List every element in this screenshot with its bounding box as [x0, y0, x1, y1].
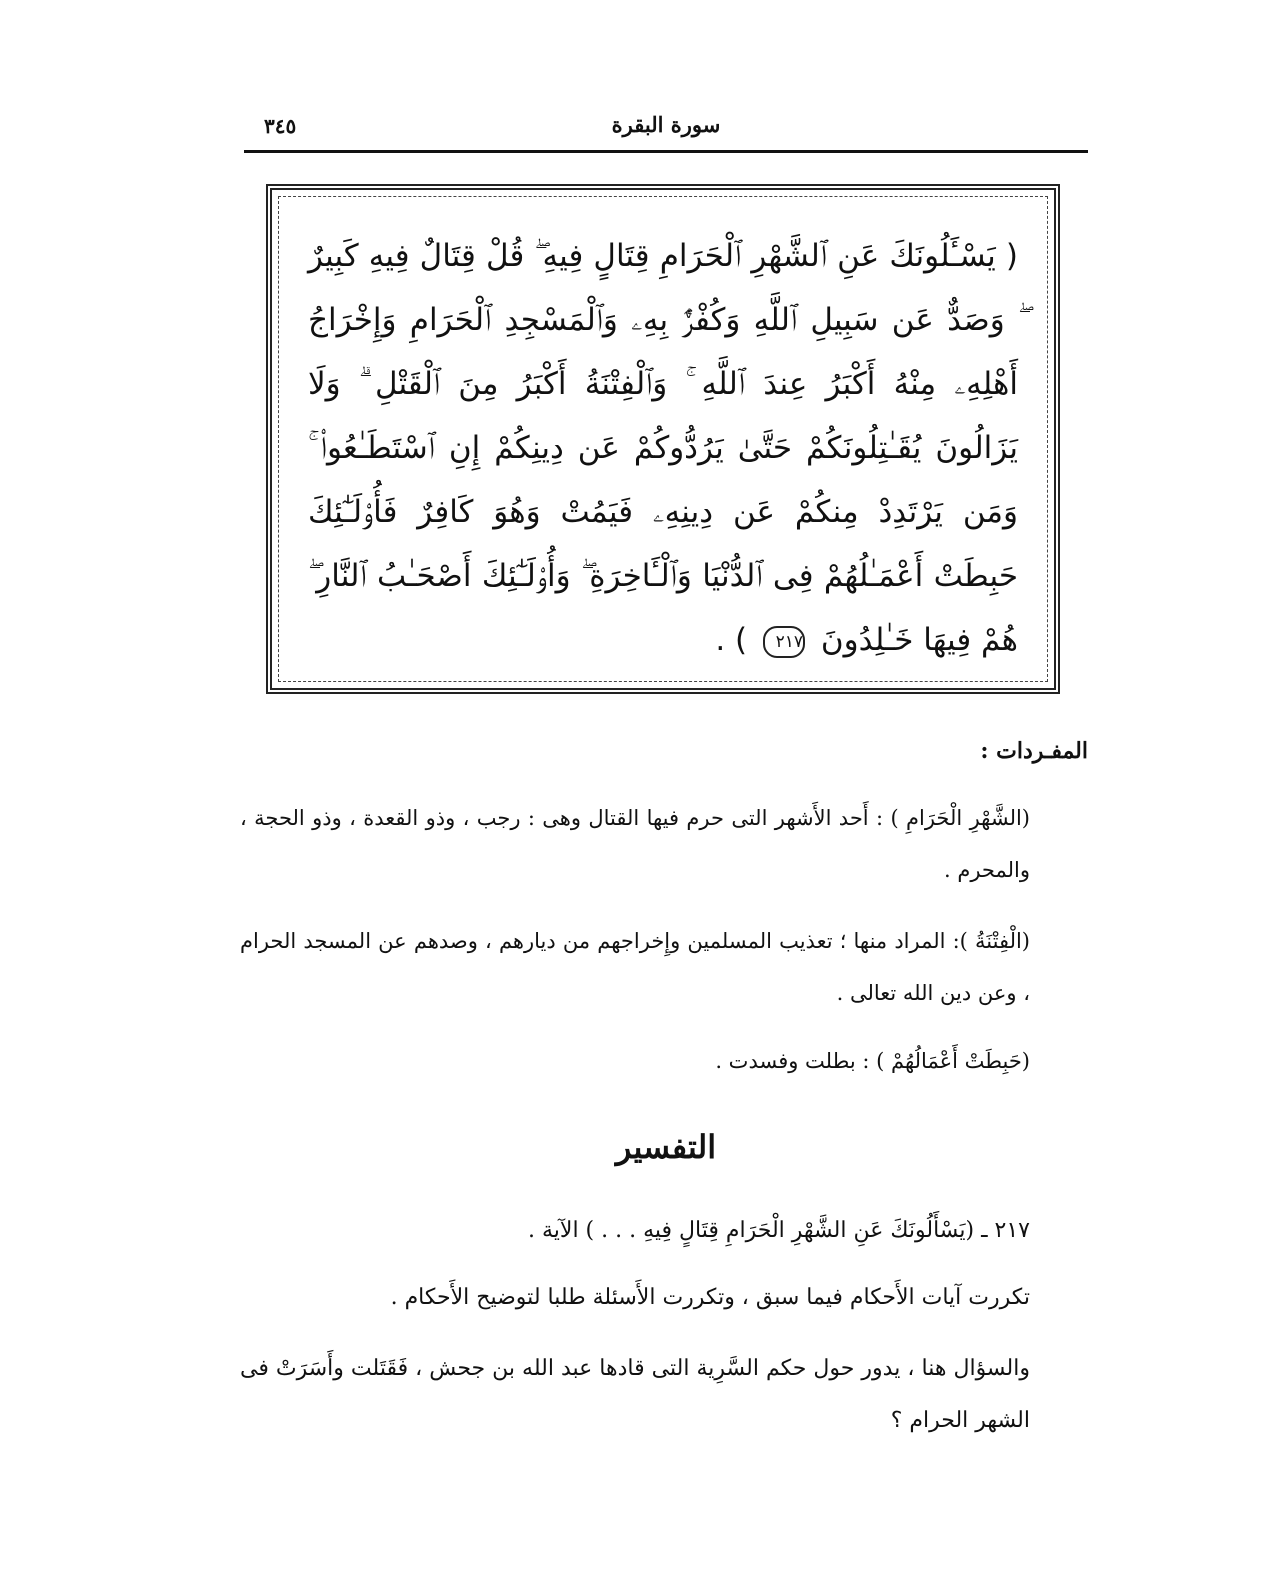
tafsir-paragraph: تكررت آيات الأَحكام فيما سبق ، وتكررت الأَسئلة طلبا لتوضيح الأَحكام .: [390, 1285, 1030, 1310]
ayah-number-badge: ٢١٧: [763, 626, 805, 658]
header-rule: [244, 150, 1088, 153]
tafsir-heading: التفسير: [615, 1128, 717, 1166]
verse-text: ( يَسْـَٔلُونَكَ عَنِ ٱلشَّهْرِ ٱلْحَرَامِ قِتَالٍ فِيهِ ۖ قُلْ قِتَالٌ فِيهِ كَبِيرٌ ۖ وَصَدٌّ عَن سَبِيلِ ٱللَّهِ وَكُفْرٌۢ بِهِۦ وَٱلْمَسْجِدِ ٱلْحَرَامِ وَإِخْرَاجُ أَهْلِهِۦ مِنْهُ أَكْبَرُ عِندَ ٱللَّهِ ۚ وَٱلْفِتْنَةُ أَكْبَرُ مِنَ ٱلْقَتْلِ ۗ وَلَا يَزَالُونَ يُقَـٰتِلُونَكُمْ حَتَّىٰ يَرُدُّوكُمْ عَن دِينِكُمْ إِنِ ٱسْتَطَـٰعُوا۟ ۚ وَمَن يَرْتَدِدْ مِنكُمْ عَن دِينِهِۦ فَيَمُتْ وَهُوَ كَافِرٌ فَأُو۟لَـٰٓئِكَ حَبِطَتْ أَعْمَـٰلُهُمْ فِى ٱلدُّنْيَا وَٱلْـَٔاخِرَةِ ۖ وَأُو۟لَـٰٓئِكَ أَصْحَـٰبُ ٱلنَّارِ ۖ هُمْ فِيهَا خَـٰلِدُونَ: [308, 238, 1018, 658]
vocabulary-item: (الْفِتْنَةُ ): المراد منها ؛ تعذيب المسلمين وإِخراجهم من ديارهم ، وصدهم عن المسجد الحرام ، وعن دين الله تعالى .: [240, 929, 1030, 1005]
vocabulary-item: (الشَّهْرِ الْحَرَامِ ) : أَحد الأَشهر التى حرم فيها القتال وهى : رجب ، وذو القعدة ، وذو الحجة ، والمحرم .: [240, 806, 1030, 882]
quran-verse: [308, 224, 1018, 672]
verse-frame: [266, 184, 1060, 694]
surah-title: سورة البقرة: [611, 112, 721, 137]
vocabulary-heading: المفـردات :: [980, 738, 1088, 764]
verse-closing: ) .: [715, 622, 748, 658]
page-header: [244, 108, 1088, 148]
vocabulary-item: (حَبِطَتْ أَعْمَالُهُمْ ) : بطلت وفسدت .: [715, 1049, 1030, 1073]
tafsir-paragraph: ٢١٧ ـ (يَسْأَلُونَكَ عَنِ الشَّهْرِ الْحَرَامِ قِتَالٍ فِيهِ . . . ) الآية .: [528, 1218, 1030, 1243]
tafsir-paragraph: والسؤال هنا ، يدور حول حكم السَّرِية التى قادها عبد الله بن جحش ، فَقَتَلت وأَسَرَتْ فى الشهر الحرام ؟: [240, 1356, 1030, 1433]
page-number: ٣٤٥: [264, 114, 297, 138]
